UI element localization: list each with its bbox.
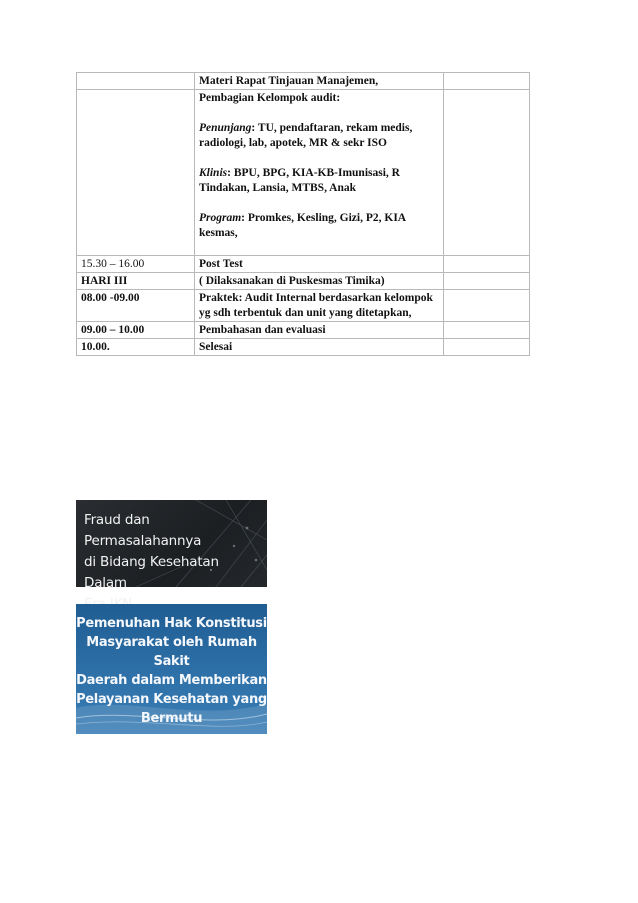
group-program: [199, 211, 439, 241]
group-label: Program: [199, 212, 242, 224]
group-klinis: [199, 166, 439, 196]
time-cell: [77, 73, 195, 90]
time-cell: 15.30 – 16.00: [77, 256, 195, 273]
fraud-jkn-slide-thumbnail[interactable]: [76, 500, 267, 591]
audit-groups-heading: Pembagian Kelompok audit:: [199, 92, 341, 104]
time-cell: 10.00.: [77, 339, 195, 356]
day-label-cell: HARI III: [77, 273, 195, 290]
note-cell: [444, 73, 530, 90]
note-cell: [444, 256, 530, 273]
group-text: : BPU, BPG, KIA-KB-Imunisasi, R Tindakan, Lansia, MTBS, Anak: [199, 167, 400, 194]
schedule-table: [76, 72, 530, 356]
note-cell: [444, 90, 530, 256]
group-label: Penunjang: [199, 122, 252, 134]
table-row: [77, 90, 530, 256]
group-label: Klinis: [199, 167, 228, 179]
table-row: [77, 322, 530, 339]
table-row: [77, 256, 530, 273]
group-penunjang: [199, 121, 439, 151]
table-row: [77, 290, 530, 322]
note-cell: [444, 290, 530, 322]
activity-cell: Selesai: [195, 339, 444, 356]
group-text: : Promkes, Kesling, Gizi, P2, KIA kesmas,: [199, 212, 406, 239]
table-row: [77, 273, 530, 290]
hak-konstitusi-slide-thumbnail[interactable]: [76, 604, 267, 734]
banner-line: di Bidang Kesehatan Dalam: [84, 554, 219, 591]
banner-line: Fraud dan Permasalahannya: [84, 512, 202, 549]
activity-cell: Post Test: [195, 256, 444, 273]
note-cell: [444, 273, 530, 290]
banner-title: [76, 614, 267, 728]
banner-title: [84, 510, 264, 615]
activity-cell: [195, 73, 444, 90]
banner-line: Pemenuhan Hak Konstitusi: [76, 616, 267, 631]
banner-line: Masyarakat oleh Rumah Sakit: [86, 635, 257, 669]
time-cell: 09.00 – 10.00: [77, 322, 195, 339]
activity-cell: Pembahasan dan evaluasi: [195, 322, 444, 339]
table-row: [77, 339, 530, 356]
group-text: : TU, pendaftaran, rekam medis, radiologi, lab, apotek, MR & sekr ISO: [199, 122, 413, 149]
note-cell: [444, 339, 530, 356]
time-cell: [77, 90, 195, 256]
activity-cell: Praktek: Audit Internal berdasarkan kelompok yg sdh terbentuk dan unit yang ditetapkan,: [195, 290, 444, 322]
audit-groups-cell: [195, 90, 444, 256]
note-cell: [444, 322, 530, 339]
time-cell: 08.00 -09.00: [77, 290, 195, 322]
banner-line: Bermutu: [140, 711, 203, 726]
activity-text: Materi Rapat Tinjauan Manajemen,: [199, 75, 379, 87]
table-row: [77, 73, 530, 90]
banner-line: Daerah dalam Memberikan: [76, 673, 267, 688]
banner-line: Pelayanan Kesehatan yang: [76, 692, 267, 707]
activity-cell: ( Dilaksanakan di Puskesmas Timika): [195, 273, 444, 290]
